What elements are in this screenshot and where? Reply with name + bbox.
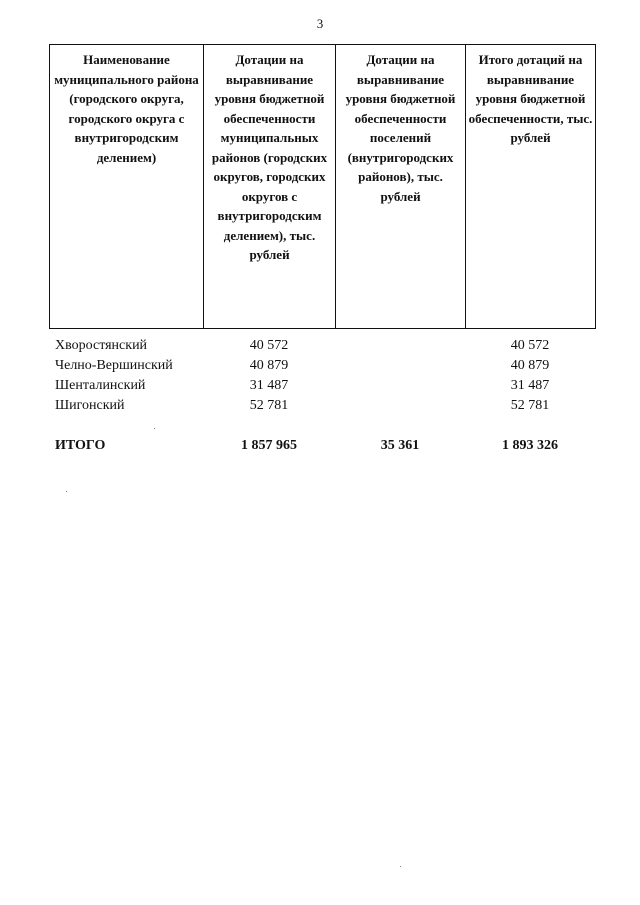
row-settlement-value: [335, 396, 465, 416]
row-district-value: 40 879: [249, 358, 289, 373]
totals-label: ИТОГО: [55, 438, 106, 453]
row-settlement-value: [335, 376, 465, 396]
table-row: [49, 396, 595, 416]
header-table: [49, 44, 596, 329]
row-settlement-value: [335, 356, 465, 376]
row-name: Шенталинский: [55, 378, 146, 393]
row-district-value: 52 781: [249, 398, 289, 413]
scan-speck: [154, 428, 155, 429]
table-row: [49, 376, 595, 396]
row-total-value: 31 487: [510, 378, 550, 393]
totals-row: [49, 438, 595, 458]
header-settlement-grants-column: Дотации на выравнивание уровня бюджетной обеспеченности поселений (внутригородских районов), тыс. рублей: [336, 45, 466, 329]
header-total-grants-column: Итого дотаций на выравнивание уровня бюджетной обеспеченности, тыс. рублей: [466, 45, 596, 329]
row-total-value: 40 879: [510, 358, 550, 373]
row-total-value: 40 572: [510, 338, 550, 353]
row-settlement-value: [335, 336, 465, 356]
scan-speck: [400, 866, 401, 867]
header-name-column: Наименование муниципального района (городского округа, городского округа с внутригородским делением): [50, 45, 204, 329]
row-district-value: 31 487: [249, 378, 289, 393]
row-total-value: 52 781: [510, 398, 550, 413]
totals-settlement-value: 35 361: [380, 438, 420, 453]
page-number: 3: [316, 16, 324, 31]
table-row: [49, 336, 595, 356]
data-rows: [49, 336, 595, 416]
totals-district-value: 1 857 965: [241, 438, 297, 453]
row-name: Хворостянский: [55, 338, 148, 353]
table-row: [49, 356, 595, 376]
scan-speck: [66, 491, 67, 492]
totals-total-value: 1 893 326: [502, 438, 558, 453]
row-name: Челно-Вершинский: [55, 358, 173, 373]
row-name: Шигонский: [55, 398, 125, 413]
row-district-value: 40 572: [249, 338, 289, 353]
header-district-grants-column: Дотации на выравнивание уровня бюджетной обеспеченности муниципальных районов (городских округов, городских округов с внутригородским делением), тыс. рублей: [204, 45, 336, 329]
